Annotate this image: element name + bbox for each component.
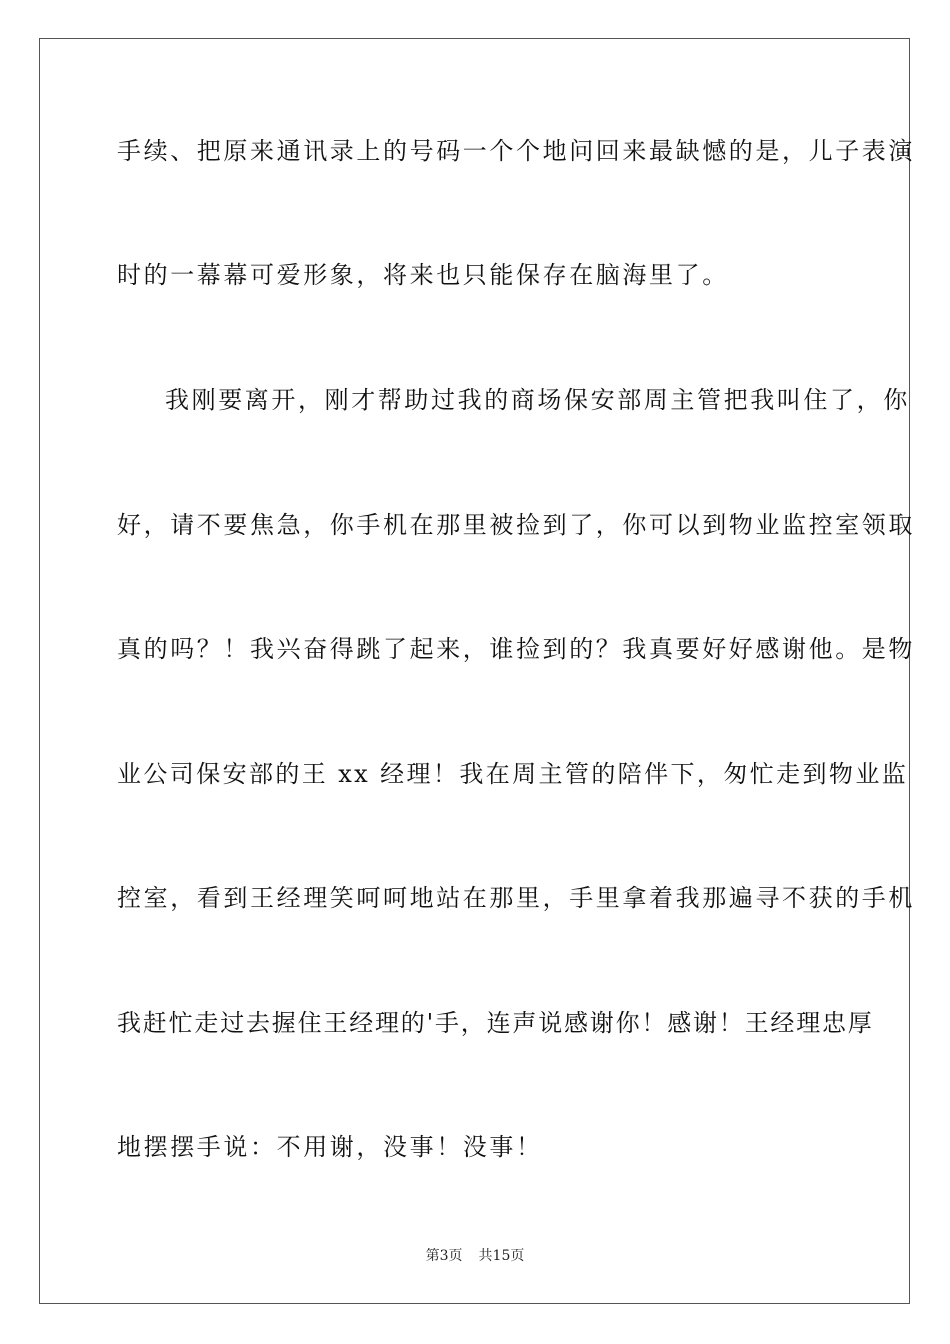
- page-border: [39, 38, 915, 1304]
- body-text-line: 业公司保安部的王 xx 经理！我在周主管的陪伴下，匆忙走到物业监: [117, 760, 909, 788]
- body-text-line: 我刚要离开，刚才帮助过我的商场保安部周主管把我叫住了，你: [165, 386, 910, 414]
- body-text-line: 真的吗？！我兴奋得跳了起来，谁捡到的？我真要好好感谢他。是物: [117, 635, 915, 663]
- body-text-line: 手续、把原来通讯录上的号码一个个地问回来最缺憾的是，儿子表演: [117, 137, 915, 165]
- body-text-line: 控室，看到王经理笑呵呵地站在那里，手里拿着我那遍寻不获的手机: [117, 884, 915, 912]
- body-text-line: 地摆摆手说：不用谢，没事！没事！: [117, 1133, 543, 1161]
- body-text-line: 好，请不要焦急，你手机在那里被捡到了，你可以到物业监控室领取: [117, 511, 915, 539]
- page-footer: [0, 1247, 950, 1265]
- body-text-line: 时的一幕幕可爱形象，将来也只能保存在脑海里了。: [117, 261, 729, 289]
- page-total: 共15页: [478, 1248, 525, 1264]
- page-number: 第3页: [425, 1248, 463, 1264]
- body-text-line: 我赶忙走过去握住王经理的'手，连声说感谢你！感谢！王经理忠厚: [117, 1009, 874, 1037]
